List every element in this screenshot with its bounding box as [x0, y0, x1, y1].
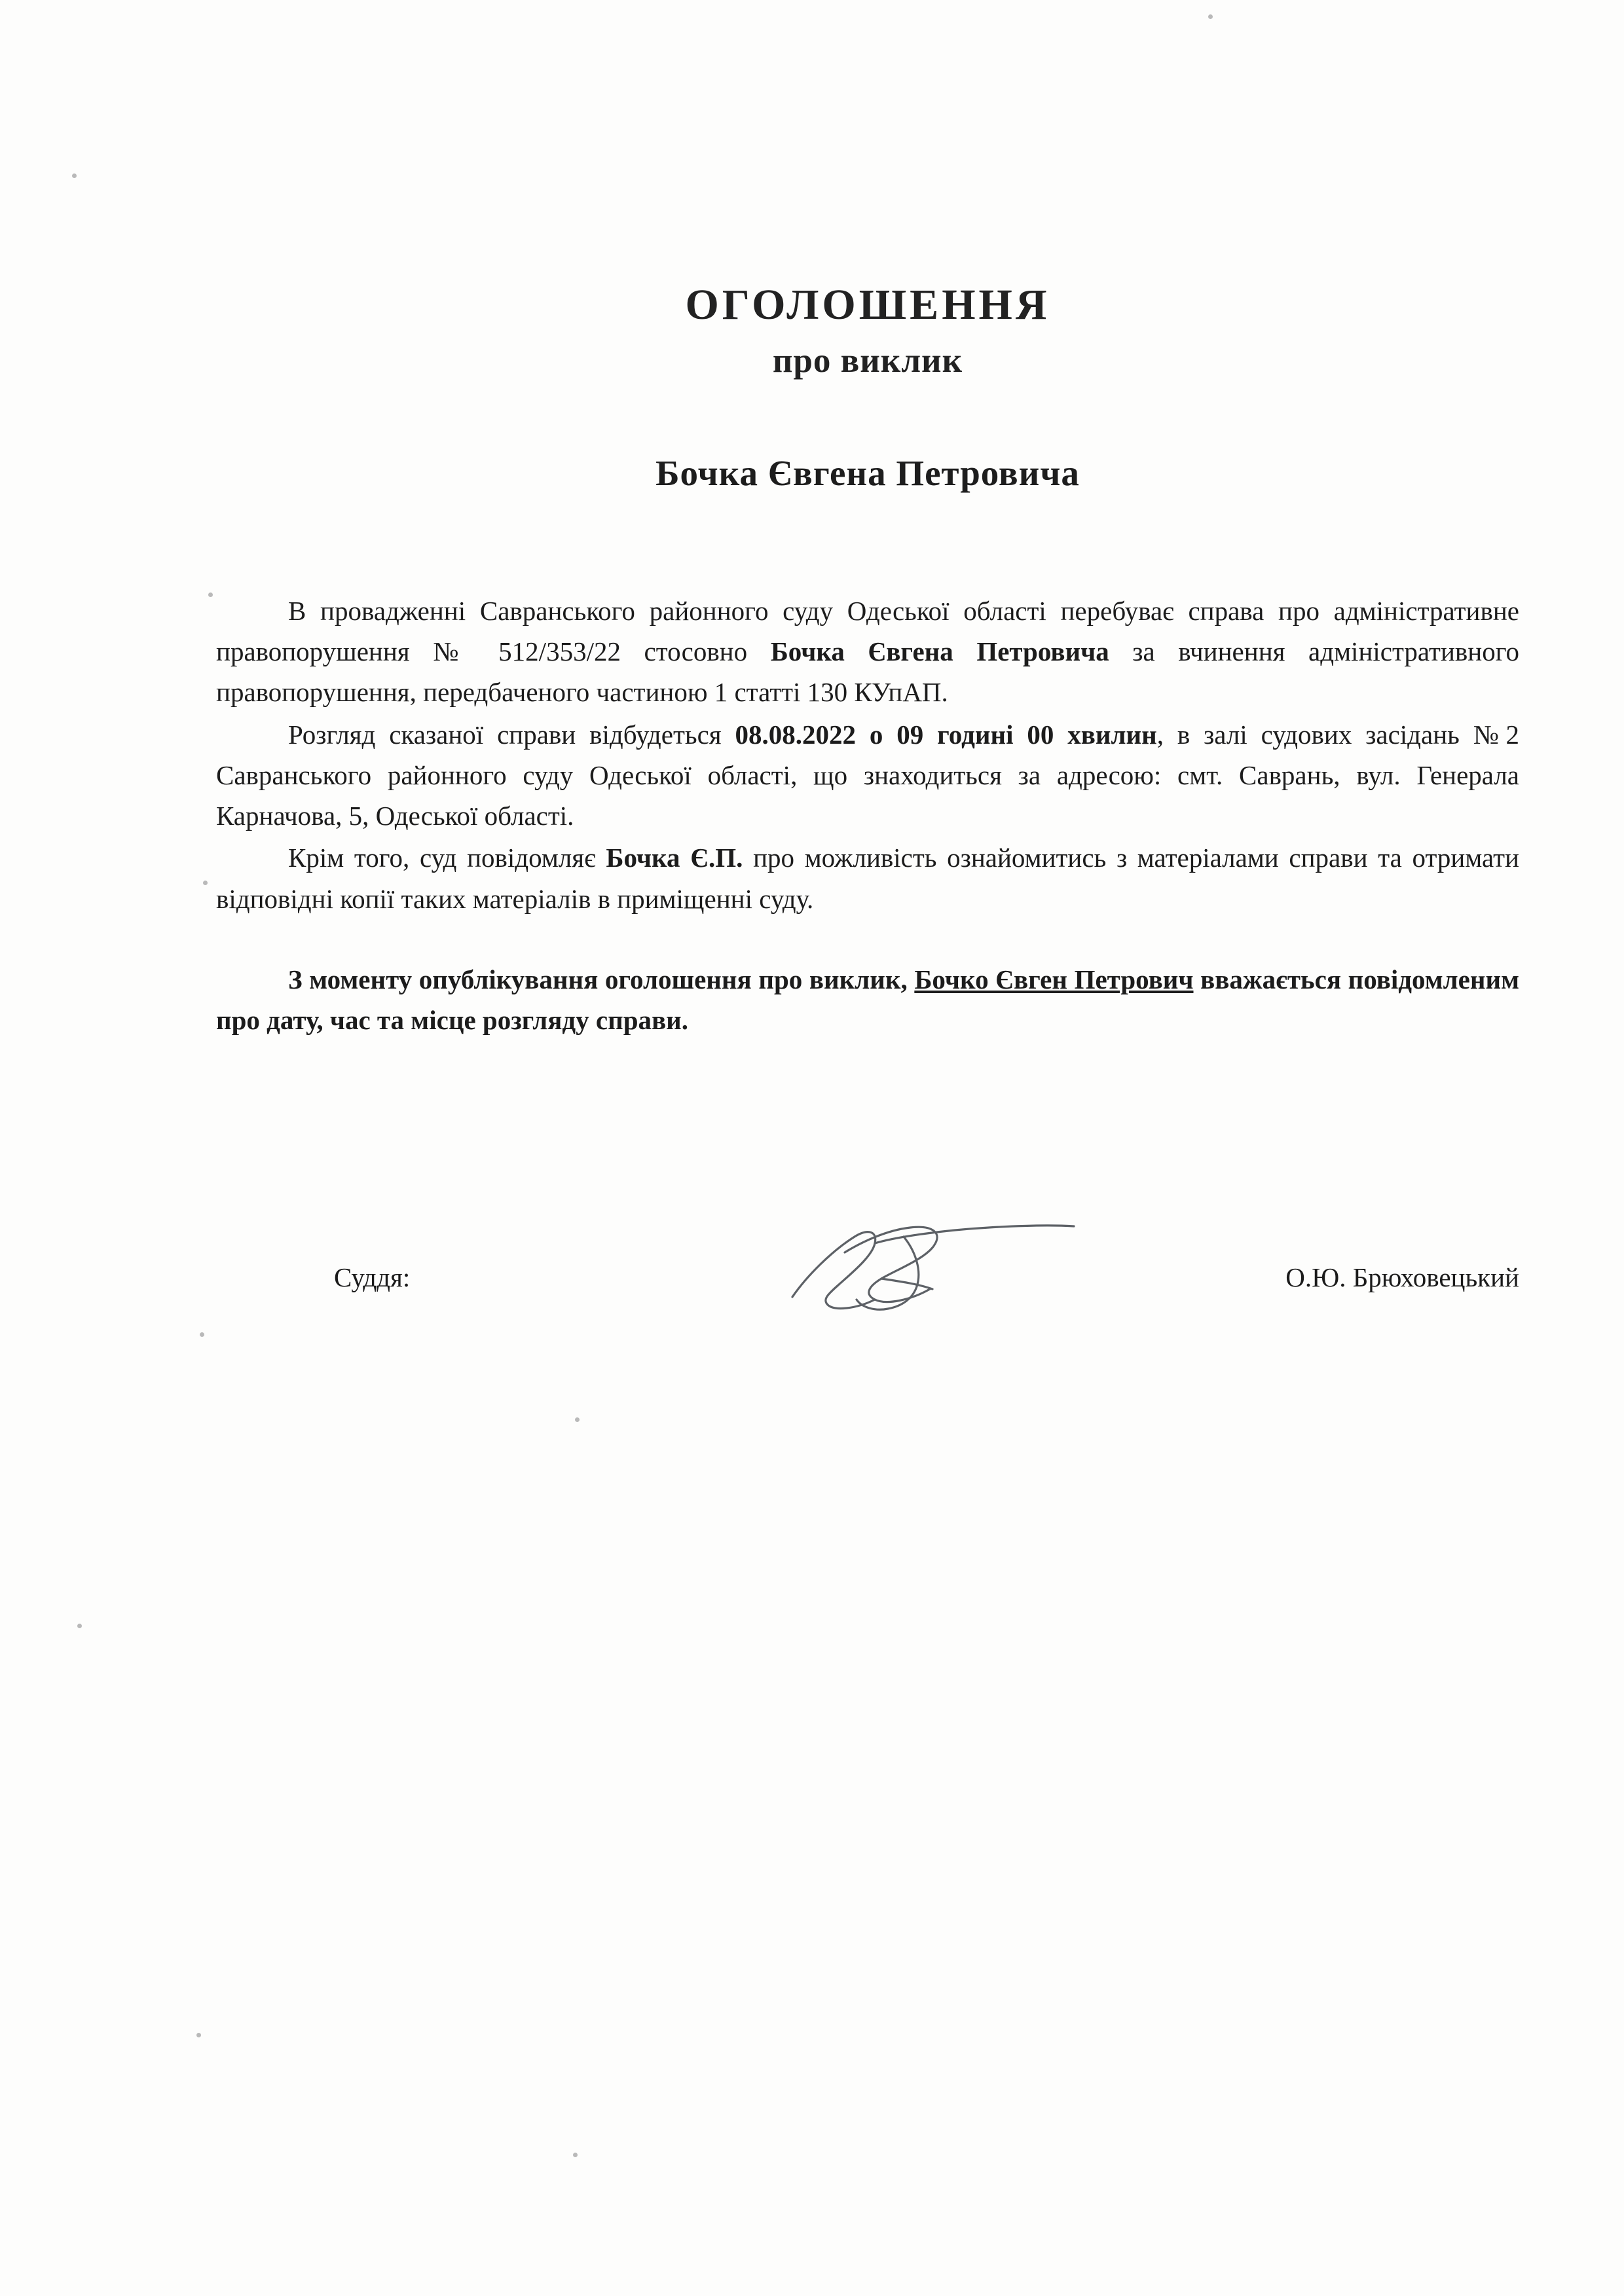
scan-speck	[573, 2153, 578, 2157]
paragraph-2-text-b: , в залі судових засідань №2 Савранського районного суду Одеської області, що знаходиться за адресою: смт. Саврань, вул. Генерала Карначова, 5, Одеської області.	[216, 719, 1520, 831]
title-block	[216, 282, 1519, 494]
scan-speck	[1208, 14, 1213, 19]
scan-speck	[200, 1332, 204, 1337]
paragraph-3-bold-name: Бочка Є.П.	[606, 843, 743, 873]
page-subtitle: про виклик	[772, 341, 963, 380]
paragraph-materials-info	[216, 837, 1519, 919]
body-text	[216, 591, 1519, 1041]
paragraph-2-text-a: Розгляд сказаної справи відбудеться	[288, 719, 735, 750]
closing-text-a: З моменту опублікування оголошення про виклик,	[288, 964, 915, 995]
scan-speck	[575, 1417, 580, 1422]
scan-speck	[72, 173, 77, 178]
paragraph-3-text-b: про можливість ознайомитись з матеріалами справи та отримати відповідні копії таких матеріалів в приміщенні суду.	[216, 843, 1519, 914]
handwritten-signature-icon	[747, 1213, 1113, 1324]
scan-speck	[203, 881, 208, 885]
page-title: ОГОЛОШЕННЯ	[685, 281, 1050, 329]
signature-label: Суддя:	[334, 1262, 411, 1293]
paragraph-2-bold-datetime: 08.08.2022 о 09 годині 00 хвилин	[735, 719, 1157, 750]
paragraph-1-text-b: за вчинення адміністративного правопорушення, передбаченого частиною 1 статті 130 КУпАП.	[216, 636, 1519, 708]
paragraph-3-text-a: Крім того, суд повідомляє	[288, 843, 606, 873]
paragraph-1-text-a: В провадженні Савранського районного суду Одеської області перебуває справа про адміністративне правопорушення № 512/353/22 стосовно	[216, 595, 1519, 666]
signature-block	[216, 1230, 1519, 1328]
document-content	[216, 282, 1519, 1328]
scan-speck	[196, 2033, 201, 2037]
paragraph-case-info	[216, 591, 1519, 713]
closing-text-b: вважається повідомленим про дату, час та місце розгляду справи.	[216, 964, 1520, 1035]
scan-speck	[77, 1624, 82, 1628]
paragraph-1-bold-name: Бочка Євгена Петровича	[770, 636, 1109, 666]
paragraph-notification-statement	[216, 960, 1519, 1040]
closing-underlined-name: Бочко Євген Петрович	[914, 964, 1194, 995]
scan-speck	[208, 592, 213, 597]
judge-name: О.Ю. Брюховецький	[1285, 1262, 1519, 1293]
paragraph-hearing-info	[216, 714, 1519, 837]
addressee-name: Бочка Євгена Петровича	[655, 452, 1080, 493]
